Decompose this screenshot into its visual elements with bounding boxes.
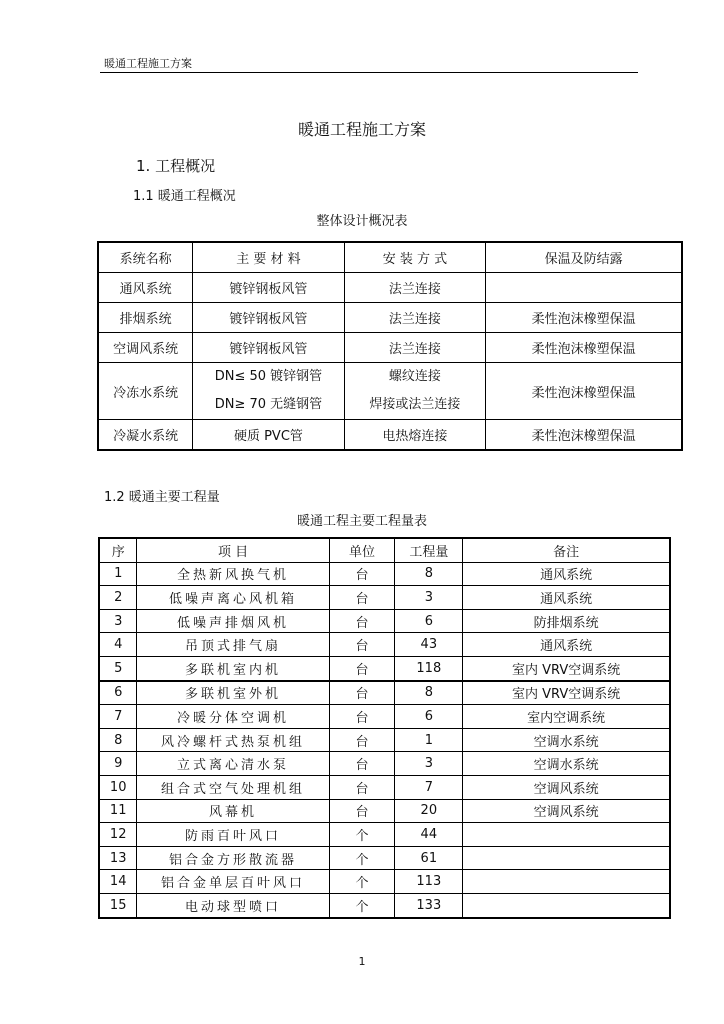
section-heading-1: 1. 工程概况	[136, 157, 216, 175]
table-cell: 柔性泡沫橡塑保温	[486, 363, 682, 420]
table-cell: 1	[99, 562, 137, 586]
table-cell: 个	[329, 893, 395, 917]
table-cell: 台	[329, 752, 395, 776]
table-cell: 镀锌钢板风管	[193, 303, 345, 333]
cell-line: 螺纹连接	[388, 369, 441, 384]
cell-line: DN≤ 50 镀锌钢管	[214, 369, 323, 384]
table-cell: 43	[395, 633, 463, 657]
table-cell	[463, 893, 670, 917]
table-cell: 7	[395, 775, 463, 799]
table-cell: 柔性泡沫橡塑保温	[486, 333, 682, 363]
table-cell: 6	[395, 609, 463, 633]
design-overview-table	[97, 241, 683, 451]
table-cell: 4	[99, 633, 137, 657]
table-cell: 20	[395, 799, 463, 823]
table-cell: 空调风系统	[98, 333, 193, 363]
table-row	[99, 870, 670, 894]
table-cell: 通风系统	[463, 562, 670, 586]
header-rule	[100, 72, 638, 73]
header-cell: 序	[99, 538, 137, 562]
table-cell: 台	[329, 728, 395, 752]
table-cell: 61	[395, 846, 463, 870]
table-cell: 2	[99, 586, 137, 610]
table-cell: 13	[99, 846, 137, 870]
table-cell: 133	[395, 893, 463, 917]
table-cell: 室内 VRV空调系统	[463, 656, 670, 680]
table-row	[98, 420, 682, 451]
table-cell: 法兰连接	[344, 273, 485, 303]
table-row	[99, 586, 670, 610]
table-cell: 空调风系统	[463, 799, 670, 823]
header-cell: 备注	[463, 538, 670, 562]
table-cell: 台	[329, 799, 395, 823]
table-cell: 113	[395, 870, 463, 894]
table-cell: 5	[99, 656, 137, 680]
table2-caption: 暖通工程主要工程量表	[296, 514, 427, 529]
header-cell: 保温及防结露	[486, 242, 682, 273]
table-row	[98, 303, 682, 333]
table-cell: 118	[395, 656, 463, 680]
table-cell: 台	[329, 586, 395, 610]
table-row	[99, 893, 670, 917]
section-heading-1-2: 1.2 暖通主要工程量	[104, 490, 220, 505]
cell-line: DN≥ 70 无缝钢管	[214, 397, 323, 412]
table-cell: 多联机室内机	[137, 656, 329, 680]
table-cell	[463, 846, 670, 870]
table-cell: 11	[99, 799, 137, 823]
table-cell: 空调水系统	[463, 728, 670, 752]
table-row	[99, 728, 670, 752]
table-cell: 柔性泡沫橡塑保温	[486, 303, 682, 333]
table-cell: 电热熔连接	[344, 420, 485, 451]
table-cell: 8	[99, 728, 137, 752]
table-cell: 法兰连接	[344, 333, 485, 363]
header-cell: 主 要 材 料	[193, 242, 345, 273]
table-row	[99, 823, 670, 847]
table-row	[99, 633, 670, 657]
table-row	[99, 562, 670, 586]
header-cell: 工程量	[395, 538, 463, 562]
table-cell: 排烟系统	[98, 303, 193, 333]
table-cell: 全热新风换气机	[137, 562, 329, 586]
table-cell: 台	[329, 609, 395, 633]
running-header: 暖通工程施工方案	[104, 57, 192, 70]
table-row	[99, 752, 670, 776]
table-cell: 空调水系统	[463, 752, 670, 776]
table-cell: 冷凝水系统	[98, 420, 193, 451]
table-cell: 7	[99, 705, 137, 729]
table-row	[99, 681, 670, 705]
table-cell: 15	[99, 893, 137, 917]
table-cell: 室内空调系统	[463, 705, 670, 729]
header-cell: 安 装 方 式	[344, 242, 485, 273]
quantity-table	[98, 537, 671, 919]
table1-caption: 整体设计概况表	[316, 214, 408, 229]
table-cell: 空调风系统	[463, 775, 670, 799]
table-cell: 法兰连接	[344, 303, 485, 333]
table-cell: 台	[329, 633, 395, 657]
table-cell: 台	[329, 562, 395, 586]
table-cell: 12	[99, 823, 137, 847]
table-cell: 3	[99, 609, 137, 633]
table-cell: 风幕机	[137, 799, 329, 823]
table-cell: 通风系统	[98, 273, 193, 303]
table-cell: 6	[99, 681, 137, 705]
table-cell: 防排烟系统	[463, 609, 670, 633]
table-cell: 室内 VRV空调系统	[463, 681, 670, 705]
table-cell: 个	[329, 846, 395, 870]
header-cell: 项 目	[137, 538, 329, 562]
table-cell: 多联机室外机	[137, 681, 329, 705]
table-cell: 铝合金单层百叶风口	[137, 870, 329, 894]
table-cell-stacked	[193, 363, 345, 420]
table-cell: 14	[99, 870, 137, 894]
table-row	[99, 609, 670, 633]
table-cell: 铝合金方形散流器	[137, 846, 329, 870]
table-cell: 立式离心清水泵	[137, 752, 329, 776]
table-row	[99, 799, 670, 823]
table-cell: 台	[329, 656, 395, 680]
table-cell: 组合式空气处理机组	[137, 775, 329, 799]
table-cell: 吊顶式排气扇	[137, 633, 329, 657]
table-row	[99, 705, 670, 729]
header-cell: 单位	[329, 538, 395, 562]
document-title: 暖通工程施工方案	[297, 120, 426, 139]
table-cell: 台	[329, 775, 395, 799]
table-cell	[486, 273, 682, 303]
table-header-row	[98, 242, 682, 273]
table-cell: 1	[395, 728, 463, 752]
table-cell: 6	[395, 705, 463, 729]
table-cell: 镀锌钢板风管	[193, 333, 345, 363]
table-cell: 10	[99, 775, 137, 799]
header-cell: 系统名称	[98, 242, 193, 273]
table-row	[98, 333, 682, 363]
table-row	[99, 775, 670, 799]
table-cell: 8	[395, 562, 463, 586]
table-cell: 电动球型喷口	[137, 893, 329, 917]
table-cell: 9	[99, 752, 137, 776]
quantity-table-body	[99, 562, 670, 917]
table-row	[99, 846, 670, 870]
table-header-row	[99, 538, 670, 562]
table-cell: 低噪声离心风机箱	[137, 586, 329, 610]
table-cell	[463, 870, 670, 894]
table-cell: 冷暖分体空调机	[137, 705, 329, 729]
table-cell: 低噪声排烟风机	[137, 609, 329, 633]
table-cell: 44	[395, 823, 463, 847]
table-row	[98, 273, 682, 303]
table-cell: 镀锌钢板风管	[193, 273, 345, 303]
table-cell: 个	[329, 870, 395, 894]
table-cell: 台	[329, 705, 395, 729]
table-cell: 防雨百叶风口	[137, 823, 329, 847]
cell-line: 焊接或法兰连接	[369, 397, 461, 412]
table-cell: 个	[329, 823, 395, 847]
table-cell: 3	[395, 586, 463, 610]
table-cell: 台	[329, 681, 395, 705]
table-cell: 柔性泡沫橡塑保温	[486, 420, 682, 451]
table-row	[99, 656, 670, 680]
table-cell: 8	[395, 681, 463, 705]
table-cell: 冷冻水系统	[98, 363, 193, 420]
table-cell-stacked	[344, 363, 485, 420]
table-cell: 风冷螺杆式热泵机组	[137, 728, 329, 752]
table-cell: 3	[395, 752, 463, 776]
table-cell: 通风系统	[463, 633, 670, 657]
page-number: 1	[358, 955, 366, 968]
section-heading-1-1: 1.1 暖通工程概况	[133, 189, 236, 204]
table-cell: 通风系统	[463, 586, 670, 610]
table-cell: 硬质 PVC管	[193, 420, 345, 451]
table-row	[98, 363, 682, 420]
table-cell	[463, 823, 670, 847]
